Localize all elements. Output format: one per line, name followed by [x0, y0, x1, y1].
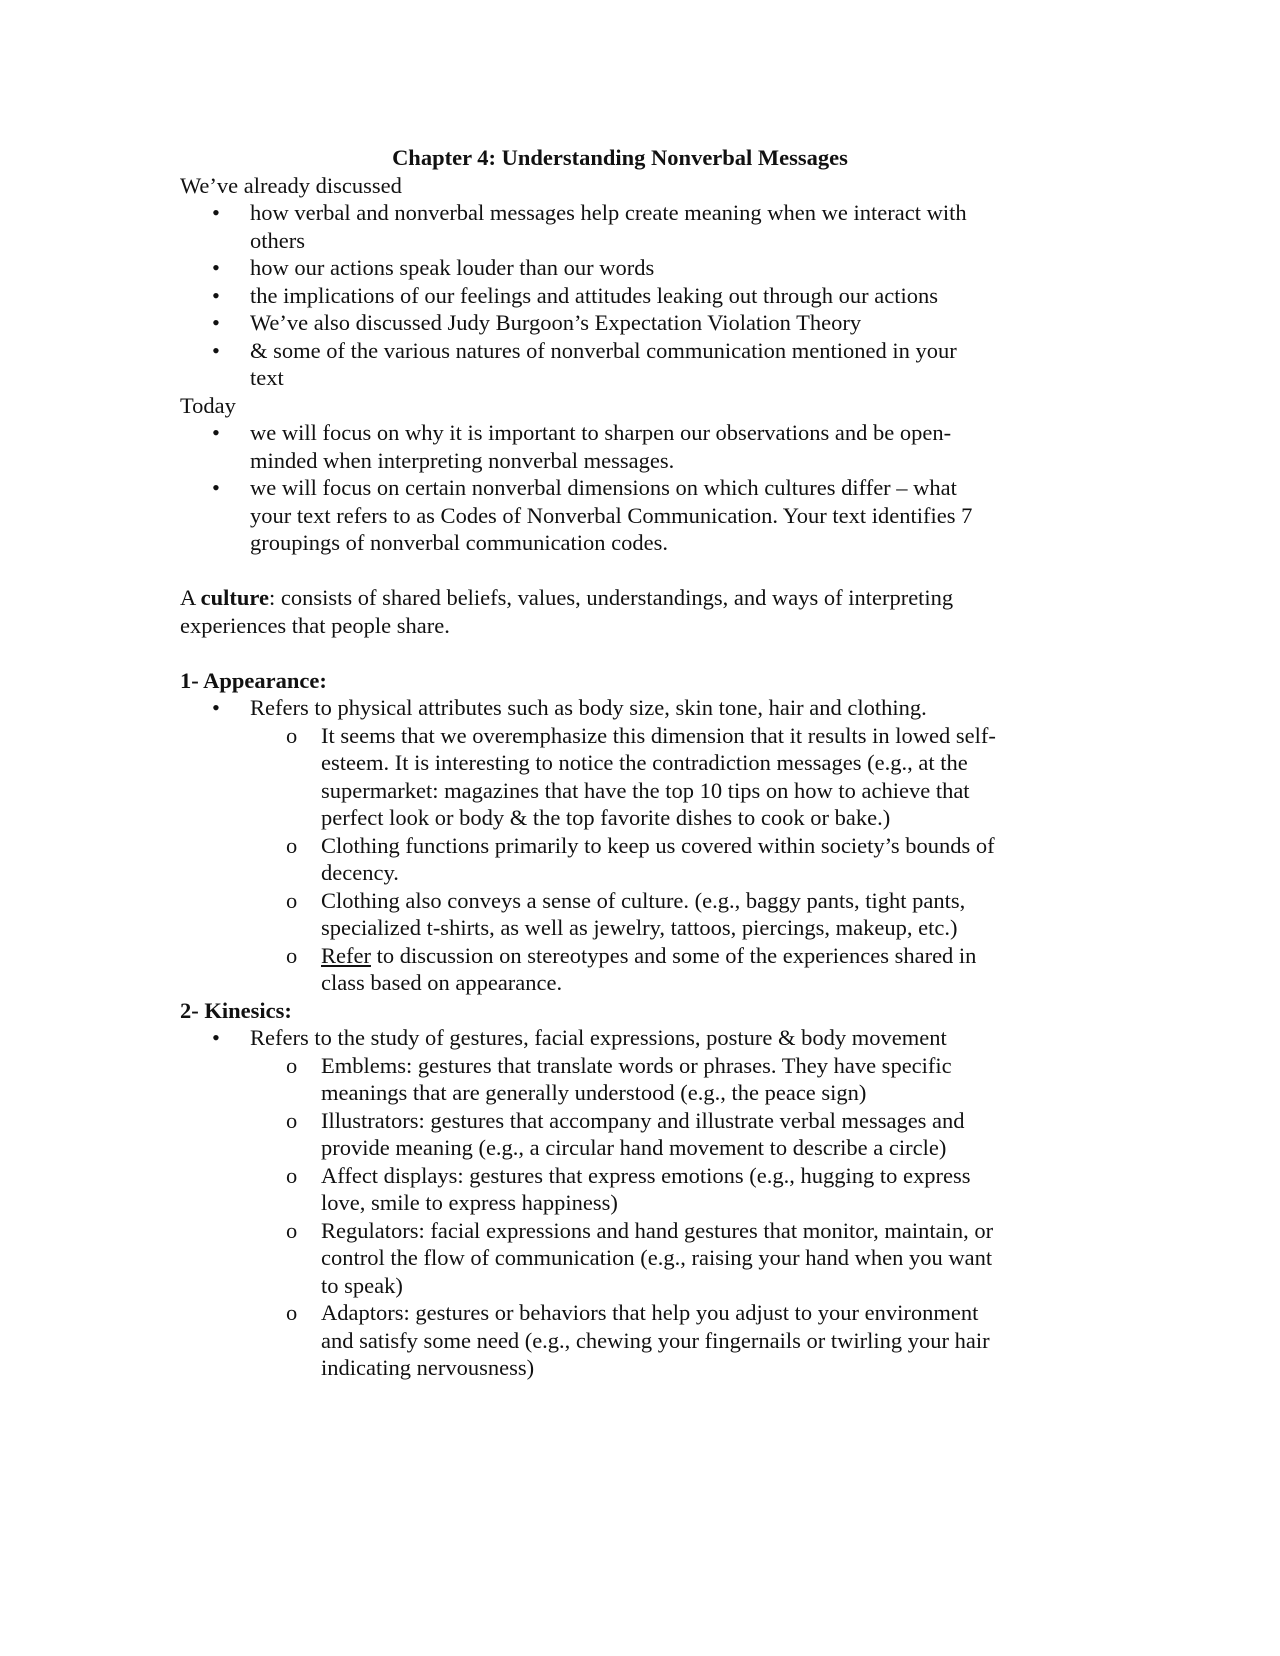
bullet-item	[180, 309, 1060, 337]
culture-prefix: A	[180, 585, 201, 610]
appearance-sub-item-refer	[180, 942, 1060, 997]
item-text-line: text	[250, 365, 284, 390]
sub-bullet-item	[180, 1052, 1060, 1107]
item-text-line: specialized t-shirts, as well as jewelry, tattoos, piercings, makeup, etc.)	[321, 915, 958, 940]
bullet-icon: •	[212, 200, 220, 225]
intro-label: We’ve already discussed	[180, 172, 402, 198]
item-text-line: & some of the various natures of nonverbal communication mentioned in your	[250, 337, 957, 363]
item-text-line: Regulators: facial expressions and hand gestures that monitor, maintain, or	[321, 1217, 994, 1243]
item-text-line: indicating nervousness)	[321, 1355, 535, 1380]
sub-bullet-icon: o	[286, 887, 298, 913]
bullet-icon: •	[212, 255, 220, 280]
sub-bullet-icon: o	[286, 1162, 298, 1188]
appearance-heading: 1- Appearance:	[180, 667, 327, 693]
bullet-icon: •	[212, 420, 220, 445]
item-text-line: groupings of nonverbal communication codes.	[250, 530, 669, 555]
sub-bullet-icon: o	[286, 832, 298, 858]
item-text-line: It seems that we overemphasize this dimension that it results in lowed self-	[321, 722, 996, 748]
sub-bullet-icon: o	[286, 1052, 298, 1078]
item-text-line: Clothing functions primarily to keep us covered within society’s bounds of	[321, 832, 995, 858]
appearance-bullet	[180, 694, 1060, 722]
item-text-line: your text refers to as Codes of Nonverbal Communication. Your text identifies 7	[250, 502, 973, 528]
refer-text: to discussion on stereotypes and some of the experiences shared in	[370, 942, 977, 968]
item-text-line: meanings that are generally understood (e.g., the peace sign)	[321, 1080, 867, 1105]
item-text-line: how our actions speak louder than our words	[250, 255, 655, 280]
culture-term: culture	[200, 585, 269, 610]
intro-bullet-list	[180, 199, 1060, 392]
refer-text-line2: class based on appearance.	[321, 970, 563, 995]
kinesics-heading: 2- Kinesics:	[180, 997, 292, 1023]
item-text-line: Clothing also conveys a sense of culture. (e.g., baggy pants, tight pants,	[321, 887, 966, 913]
culture-text: : consists of shared beliefs, values, understandings, and ways of interpreting	[268, 585, 954, 610]
item-text-line: others	[250, 227, 305, 253]
bullet-icon: •	[212, 1025, 220, 1050]
sub-bullet-icon: o	[286, 1217, 298, 1243]
bullet-icon: •	[212, 337, 220, 363]
bullet-icon: •	[212, 310, 220, 335]
sub-bullet-icon: o	[286, 1107, 298, 1133]
item-text-line: Illustrators: gestures that accompany and illustrate verbal messages and	[321, 1107, 965, 1133]
item-text-line: to speak)	[321, 1272, 403, 1298]
sub-bullet-item	[180, 1162, 1060, 1217]
bullet-text: Refers to the study of gestures, facial expressions, posture & body movement	[250, 1025, 947, 1050]
bullet-icon: •	[212, 475, 220, 500]
item-text-line: the implications of our feelings and attitudes leaking out through our actions	[250, 282, 938, 308]
kinesics-bullet	[180, 1024, 1060, 1052]
item-text-line: we will focus on why it is important to sharpen our observations and be open-	[250, 420, 952, 445]
sub-bullet-item	[180, 887, 1060, 942]
bullet-item	[180, 474, 1060, 557]
culture-text-line2: experiences that people share.	[180, 612, 450, 638]
item-text-line: Emblems: gestures that translate words or phrases. They have specific	[321, 1052, 952, 1078]
sub-bullet-item	[180, 722, 1060, 832]
item-text-line: perfect look or body & the top favorite dishes to cook or bake.)	[321, 805, 891, 830]
bullet-item	[180, 419, 1060, 474]
sub-bullet-item	[180, 832, 1060, 887]
item-text-line: decency.	[321, 860, 399, 885]
item-text-line: we will focus on certain nonverbal dimensions on which cultures differ – what	[250, 475, 957, 500]
bullet-item	[180, 337, 1060, 392]
document-page	[180, 144, 1060, 1382]
sub-bullet-item	[180, 1107, 1060, 1162]
item-text-line: control the flow of communication (e.g., raising your hand when you want	[321, 1245, 993, 1270]
spacer	[180, 639, 1060, 667]
item-text-line: and satisfy some need (e.g., chewing your fingernails or twirling your hair	[321, 1327, 990, 1353]
sub-bullet-item	[180, 1299, 1060, 1382]
kinesics-sub-list	[180, 1052, 1060, 1382]
page-title: Chapter 4: Understanding Nonverbal Messages	[392, 145, 848, 170]
item-text-line: love, smile to express happiness)	[321, 1190, 618, 1215]
item-text-line: We’ve also discussed Judy Burgoon’s Expectation Violation Theory	[250, 310, 862, 335]
today-bullet-list	[180, 419, 1060, 557]
bullet-item	[180, 282, 1060, 310]
sub-bullet-icon: o	[286, 942, 298, 968]
appearance-sub-list	[180, 722, 1060, 942]
sub-bullet-icon: o	[286, 722, 298, 748]
item-text-line: Affect displays: gestures that express emotions (e.g., hugging to express	[321, 1162, 971, 1188]
item-text-line: how verbal and nonverbal messages help create meaning when we interact with	[250, 200, 967, 225]
bullet-text: Refers to physical attributes such as body size, skin tone, hair and clothing.	[250, 695, 927, 720]
bullet-icon: •	[212, 695, 220, 720]
spacer	[180, 557, 1060, 585]
item-text-line: supermarket: magazines that have the top 10 tips on how to achieve that	[321, 777, 970, 803]
item-text-line: minded when interpreting nonverbal messages.	[250, 447, 675, 473]
item-text-line: Adaptors: gestures or behaviors that help you adjust to your environment	[321, 1300, 979, 1325]
bullet-item	[180, 254, 1060, 282]
culture-definition	[180, 584, 1060, 639]
refer-underlined: Refer	[321, 942, 371, 968]
sub-bullet-item	[180, 1217, 1060, 1300]
item-text-line: esteem. It is interesting to notice the contradiction messages (e.g., at the	[321, 750, 968, 775]
item-text-line: provide meaning (e.g., a circular hand movement to describe a circle)	[321, 1135, 947, 1160]
bullet-icon: •	[212, 282, 220, 308]
sub-bullet-icon: o	[286, 1300, 298, 1325]
bullet-item	[180, 199, 1060, 254]
today-label: Today	[180, 392, 236, 418]
